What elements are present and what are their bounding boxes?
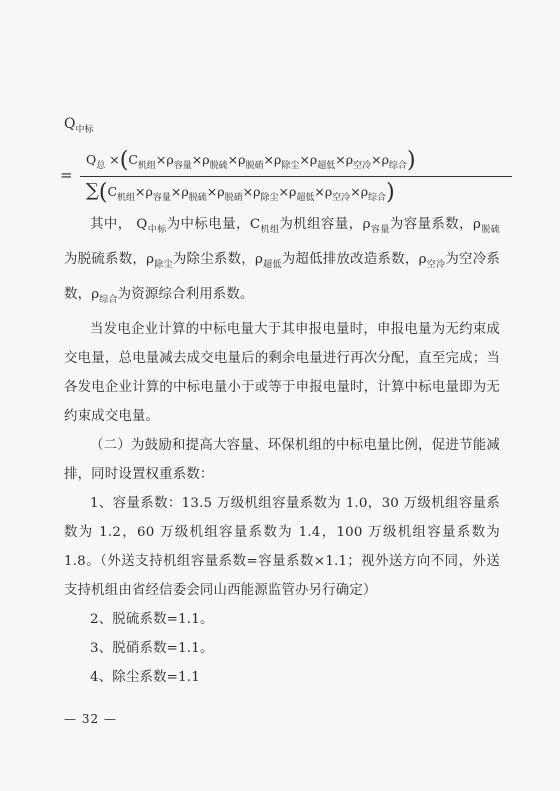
formula-subscript: 脱硫 — [188, 193, 207, 203]
definition-text: 为除尘系数， — [172, 252, 255, 267]
times-sign: × — [299, 152, 310, 167]
fraction-bar — [80, 176, 512, 177]
times-sign: × — [135, 184, 146, 199]
formula-subscript: 除尘 — [281, 161, 300, 171]
times-sign: × — [314, 184, 325, 199]
times-sign: × — [170, 184, 182, 199]
definition-subscript: 容量 — [370, 225, 390, 235]
paragraph: 1、容量系数：13.5 万级机组容量系数为 1.0，30 万级机组容量系数为 1.2，60 万级机组容量系数为 1.4，100 万级机组容量系数为 1.8。（外送支持机组容量系数=容量系数×1.1；视外送方向不同，外送支持机组由省经信委会同山西能源监管办另行确定） — [64, 496, 500, 598]
definition-subscript: 除尘 — [154, 260, 173, 270]
formula-symbol: C — [107, 184, 118, 199]
list-item: 4、除尘系数=1.1 — [90, 670, 200, 685]
definition-subscript: 机组 — [260, 225, 280, 235]
formula-subscript: 超低 — [296, 193, 315, 203]
right-paren: ) — [406, 148, 416, 173]
formula-subscript: 综合 — [388, 161, 407, 171]
page-number: — 32 — — [64, 712, 117, 726]
formula-subscript: 综合 — [368, 193, 387, 203]
formula-symbol: ρ — [360, 184, 369, 199]
formula-symbol: ρ — [273, 152, 282, 167]
times-sign: × — [278, 184, 289, 199]
sigma-symbol: ∑ — [86, 180, 99, 201]
definition-text: 为中标电量， — [166, 217, 250, 232]
definition-text: 为资源综合利用系数。 — [117, 287, 254, 302]
formula-subscript: 脱硝 — [245, 161, 264, 171]
definition-subscript: 脱硫 — [481, 225, 501, 235]
times-sign: × — [371, 152, 382, 167]
formula-symbol: ρ — [253, 184, 261, 199]
formula-subscript: 机组 — [117, 193, 136, 203]
formula-subscript: 除尘 — [260, 193, 279, 203]
formula-symbol: ρ — [381, 152, 389, 167]
formula-subscript: 空冷 — [353, 161, 372, 171]
definition-text: 为容量系数， — [389, 217, 473, 232]
definition-symbol: ρ — [254, 252, 264, 267]
times-sign: × — [242, 184, 254, 199]
definitions-paragraph — [64, 210, 500, 315]
definition-symbol: ρ — [91, 287, 100, 302]
formula-symbol: ρ — [145, 184, 153, 199]
times-sign: × — [206, 184, 218, 199]
left-paren: ( — [98, 180, 108, 205]
paragraph: （二）为鼓励和提高大容量、环保机组的中标电量比例，促进节能减排，同时设置权重系数： — [64, 438, 500, 482]
definition-subscript: 空冷 — [426, 260, 446, 270]
list-item: 3、脱硝系数=1.1。 — [90, 641, 214, 656]
definition-symbol: ρ — [473, 217, 482, 232]
formula-numerator — [86, 148, 416, 173]
definition-text: 为空冷系数， — [64, 252, 501, 302]
formula-lhs — [64, 116, 94, 135]
times-sign: × — [350, 184, 361, 199]
formula-subscript: 容量 — [173, 161, 192, 171]
definition-symbol: ρ — [146, 252, 155, 267]
formula-symbol: ρ — [181, 184, 189, 199]
times-sign: × — [227, 152, 239, 167]
definition-symbol: ρ — [418, 252, 427, 267]
formula-symbol: ρ — [238, 152, 246, 167]
formula-symbol: C — [128, 152, 138, 167]
body-text — [64, 210, 500, 692]
formula-symbol: ρ — [202, 152, 210, 167]
definition-subscript: 超低 — [263, 260, 282, 270]
numerator-q-sub: 总 — [96, 161, 106, 171]
left-paren: ( — [119, 148, 129, 173]
definition-subscript: 中标 — [147, 225, 167, 235]
formula-subscript: 脱硫 — [209, 161, 228, 171]
list-item: 2、脱硫系数=1.1。 — [90, 612, 214, 627]
definition-text: 为超低排放改造系数， — [281, 252, 419, 267]
definition-text: 为机组容量， — [279, 217, 363, 232]
formula-denominator — [86, 180, 395, 205]
definition-subscript: 综合 — [99, 295, 118, 305]
formula-symbol: ρ — [345, 152, 354, 167]
formula-symbol: ρ — [309, 152, 318, 167]
times-sign: × — [263, 152, 274, 167]
formula-subscript: 容量 — [152, 193, 171, 203]
formula-subscript: 机组 — [137, 161, 156, 171]
right-paren: ) — [386, 180, 395, 205]
times-sign: × — [191, 152, 203, 167]
formula-symbol: ρ — [288, 184, 297, 199]
formula-subscript: 空冷 — [332, 193, 351, 203]
definitions-intro: 其中， — [90, 217, 132, 232]
q-symbol: Q — [64, 116, 76, 132]
denominator-terms — [107, 184, 387, 203]
definition-symbol: ρ — [362, 217, 371, 232]
times-sign: × — [335, 152, 346, 167]
formula-symbol: ρ — [166, 152, 174, 167]
numerator-q: Q — [86, 152, 97, 167]
formula-subscript: 超低 — [317, 161, 336, 171]
q-subscript: 中标 — [75, 125, 94, 135]
numerator-terms — [128, 152, 407, 171]
formula-symbol: ρ — [324, 184, 333, 199]
paragraph: 当发电企业计算的中标电量大于其申报电量时，申报电量为无约束成交电量，总电量减去成交电量后的剩余电量进行再次分配，直至完成；当各发电企业计算的中标电量小于或等于申报电量时，计算中标电量即为无约束成交电量。 — [64, 322, 500, 424]
definition-symbol: C — [249, 217, 261, 232]
formula-symbol: ρ — [217, 184, 225, 199]
definition-text: 为脱硫系数， — [64, 252, 147, 267]
definition-symbol: Q — [136, 217, 148, 232]
equals-sign: = — [60, 166, 73, 184]
times-sign: × — [109, 152, 120, 167]
formula-subscript: 脱硝 — [224, 193, 243, 203]
times-sign: × — [155, 152, 167, 167]
